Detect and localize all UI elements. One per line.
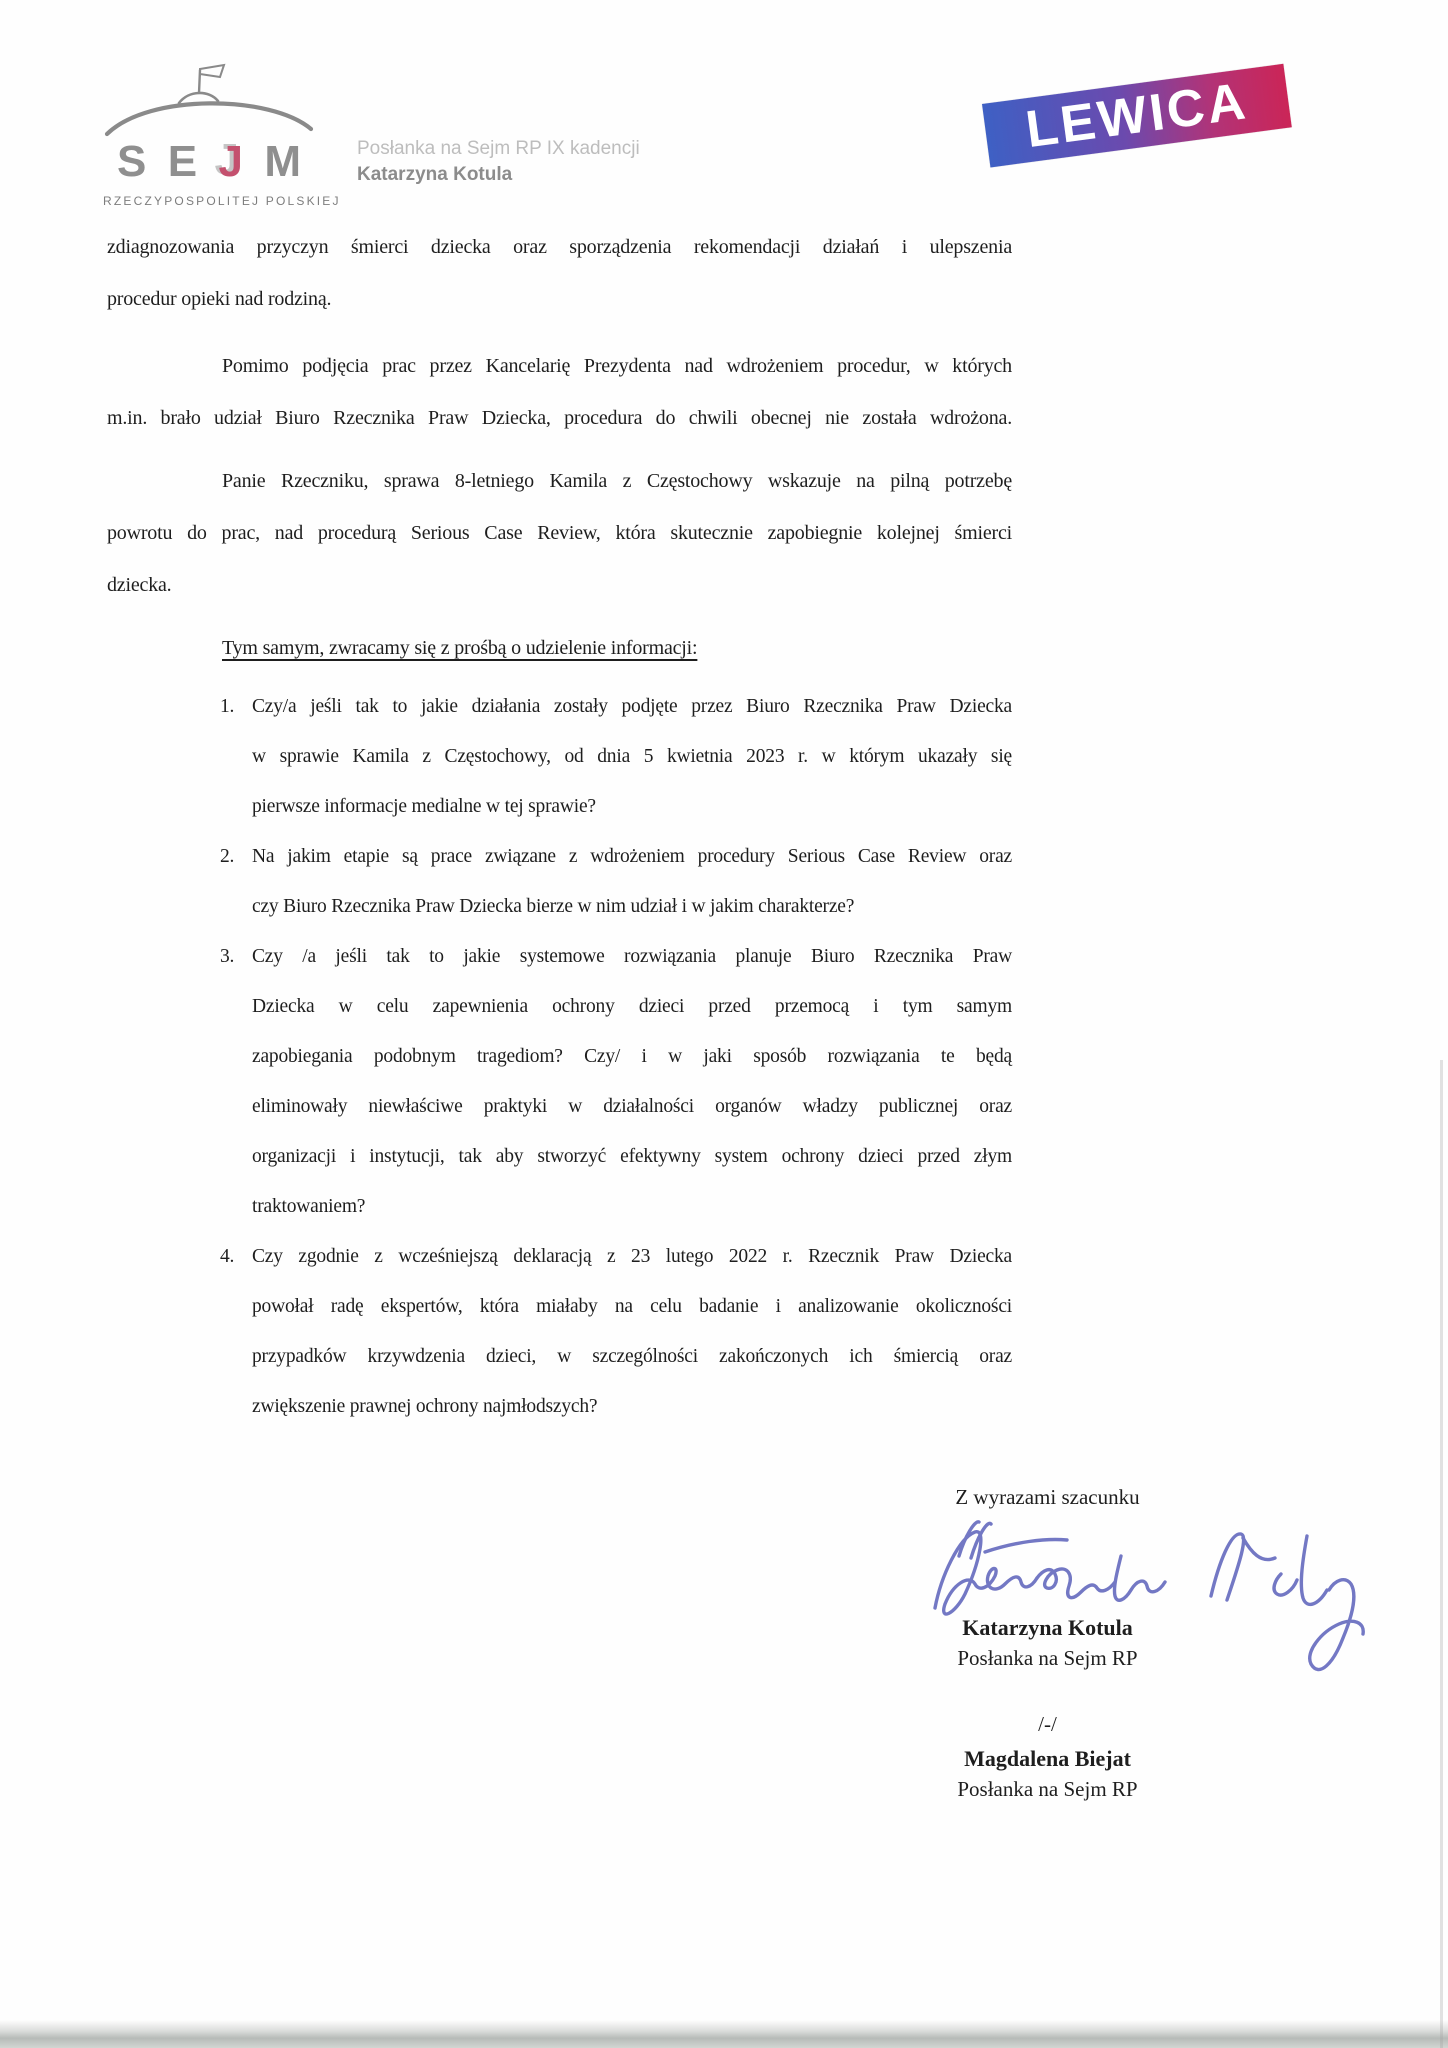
sender-name: Katarzyna Kotula — [357, 164, 513, 185]
request-intro — [107, 622, 1012, 674]
question-item — [107, 932, 1012, 1232]
text-line: m.in. brało udział Biuro Rzecznika Praw Dziecka, procedura do chwili obecnej nie została wdrożona. — [107, 407, 1012, 429]
sender-role: Posłanka na Sejm RP IX kadencji — [357, 138, 640, 159]
question-number: 4. — [220, 1246, 235, 1267]
scan-edge-artifact — [1440, 1060, 1443, 2048]
signer-title: Posłanka na Sejm RP — [957, 1777, 1138, 1801]
text-line: organizacji i instytucji, tak aby stworzyć efektywny system ochrony dzieci przed złym — [252, 1146, 1012, 1167]
question-number: 2. — [220, 846, 235, 867]
paragraph — [107, 455, 1012, 611]
signer-name: Magdalena Biejat — [964, 1746, 1131, 1771]
text-line: Czy zgodnie z wcześniejszą deklaracją z 23 lutego 2022 r. Rzecznik Praw Dziecka — [252, 1246, 1012, 1267]
signer-title: Posłanka na Sejm RP — [957, 1646, 1138, 1670]
question-item — [107, 682, 1012, 832]
sejm-letter: E — [167, 137, 198, 186]
salutation: Z wyrazami szacunku — [955, 1485, 1140, 1509]
sejm-subtitle: RZECZYPOSPOLITEJ POLSKIEJ — [103, 194, 341, 208]
question-list — [107, 682, 1012, 1432]
text-line: traktowaniem? — [252, 1196, 366, 1217]
text-line: Pomimo podjęcia prac przez Kancelarię Prezydenta nad wdrożeniem procedur, w których — [222, 355, 1012, 377]
paragraph — [107, 221, 1012, 325]
proxy-signature-mark: /-/ — [1038, 1712, 1057, 1736]
text-line: eliminowały niewłaściwe praktyki w działalności organów władzy publicznej oraz — [252, 1096, 1012, 1117]
text-line: dziecka. — [107, 574, 172, 596]
sejm-letter-accent: J — [218, 137, 243, 186]
sejm-letter: S — [117, 137, 147, 186]
scan-edge-artifact — [0, 2020, 1448, 2048]
text-line: zapobiegania podobnym tragediom? Czy/ i w jaki sposób rozwiązania te będą — [252, 1046, 1012, 1067]
paragraph — [107, 340, 1012, 444]
signer-name: Katarzyna Kotula — [962, 1615, 1133, 1640]
text-line: przypadków krzywdzenia dzieci, w szczególności zakończonych ich śmiercią oraz — [252, 1346, 1012, 1367]
text-line: Czy /a jeśli tak to jakie systemowe rozwiązania planuje Biuro Rzecznika Praw — [252, 946, 1012, 967]
text-line: powrotu do prac, nad procedurą Serious Case Review, która skutecznie zapobiegnie kolejnej śmierci — [107, 522, 1012, 544]
text-line: zdiagnozowania przyczyn śmierci dziecka oraz sporządzenia rekomendacji działań i ulepszenia — [107, 236, 1012, 258]
closing-block — [880, 1483, 1215, 1804]
text-line: Na jakim etapie są prace związane z wdrożeniem procedury Serious Case Review oraz — [252, 846, 1012, 867]
sejm-letter: M — [264, 137, 301, 186]
lewica-logo — [982, 64, 1292, 168]
text-line: Czy/a jeśli tak to jakie działania zostały podjęte przez Biuro Rzecznika Praw Dziecka — [252, 696, 1012, 717]
question-number: 3. — [220, 946, 235, 967]
text-line: procedur opieki nad rodziną. — [107, 288, 332, 310]
question-number: 1. — [220, 696, 235, 717]
sejm-dome-flag-icon — [103, 60, 315, 138]
question-item — [107, 832, 1012, 932]
text-line: powołał radę ekspertów, która miałaby na celu badanie i analizowanie okoliczności — [252, 1296, 1012, 1317]
sejm-wordmark — [103, 138, 315, 186]
text-line: zwiększenie prawnej ochrony najmłodszych? — [252, 1396, 598, 1417]
text-line: Panie Rzeczniku, sprawa 8-letniego Kamila z Częstochowy wskazuje na pilną potrzebę — [222, 470, 1012, 492]
text-line: Dziecka w celu zapewnienia ochrony dzieci przed przemocą i tym samym — [252, 996, 1012, 1017]
text-line: w sprawie Kamila z Częstochowy, od dnia 5 kwietnia 2023 r. w którym ukazały się — [252, 746, 1012, 767]
letter-body — [107, 221, 1012, 1432]
lewica-wordmark: LEWICA — [1022, 72, 1252, 160]
sejm-logo — [103, 60, 341, 208]
sender-identification — [357, 136, 640, 188]
text-line: pierwsze informacje medialne w tej sprawie? — [252, 796, 596, 817]
question-item — [107, 1232, 1012, 1432]
text-line: czy Biuro Rzecznika Praw Dziecka bierze w nim udział i w jakim charakterze? — [252, 896, 855, 917]
request-intro-text: Tym samym, zwracamy się z prośbą o udzielenie informacji: — [222, 637, 698, 659]
